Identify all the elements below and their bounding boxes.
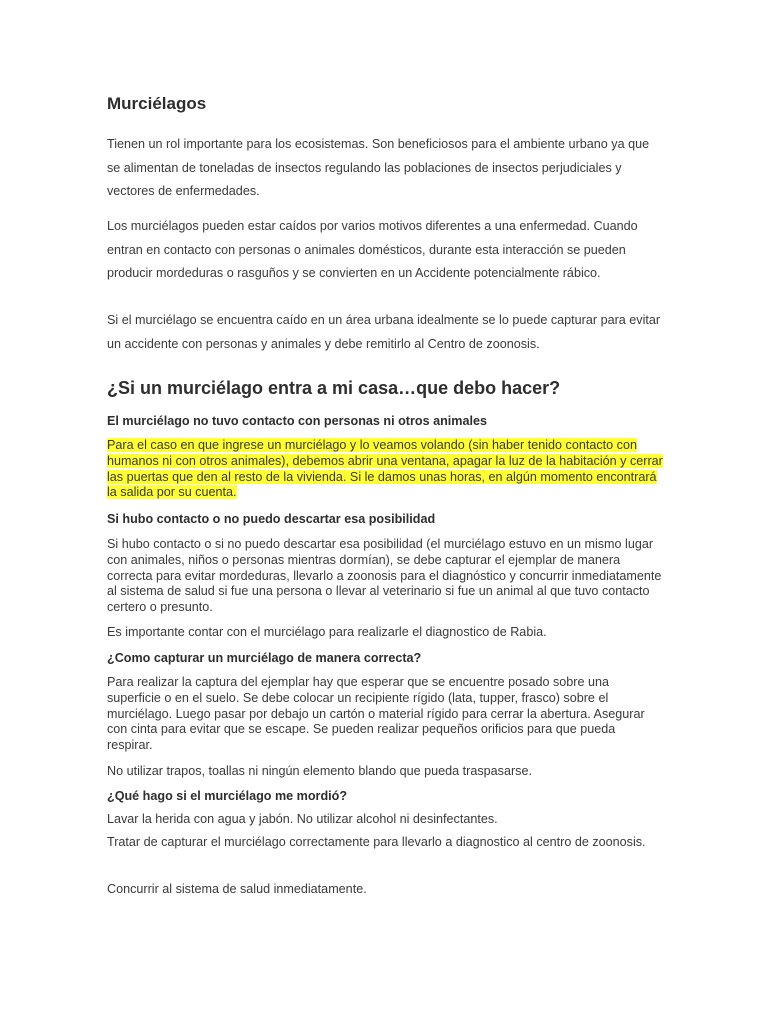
accident-paragraph: Los murciélagos pueden estar caídos por varios motivos diferentes a una enfermedad. Cuando entran en contacto con personas o animales domésticos, durante esta interacción se pueden producir mordeduras o rasguños y se convierten en un Accidente potencialmente rábico. bbox=[107, 219, 638, 280]
section-heading: ¿Si un murciélago entra a mi casa…que debo hacer? bbox=[107, 378, 561, 398]
contact-paragraph: Si hubo contacto o si no puedo descartar esa posibilidad (el murciélago estuvo en un mismo lugar con animales, niños o personas mientras dormían), se debe capturar el ejemplar de manera correcta para evitar mordeduras, llevarlo a zoonosis para el diagnóstico y concurrir inmediatamente al sistema de salud si fue una persona o llevar al veterinario si fue un animal al que tuvo contacto certero o presunto. bbox=[107, 537, 662, 615]
page-title: Murciélagos bbox=[107, 94, 207, 113]
rabies-diagnosis-note: Es importante contar con el murciélago para realizarle el diagnostico de Rabia. bbox=[107, 625, 547, 639]
bite-step-capture: Tratar de capturar el murciélago correctamente para llevarlo a diagnostico al centro de zoonosis. bbox=[107, 835, 646, 849]
highlighted-text: Para el caso en que ingrese un murciélago y lo veamos volando (sin haber tenido contacto con humanos ni con otros animales), debemos abrir una ventana, apagar la luz de la habitación y cerrar las puertas que den al resto de la vivienda. Si le damos unas horas, en algún momento encontrará la salida por su cuenta. bbox=[107, 438, 663, 500]
intro-paragraph: Tienen un rol importante para los ecosistemas. Son beneficiosos para el ambiente urbano ya que se alimentan de toneladas de insectos regulando las poblaciones de insectos perjudiciales y vectores de enfermedades. bbox=[107, 137, 650, 198]
capture-paragraph: Para realizar la captura del ejemplar hay que esperar que se encuentre posado sobre una superficie o en el suelo. Se debe colocar un recipiente rígido (lata, tupper, frasco) sobre el murciélago. Luego pasar por debajo un cartón o material rígido para cerrar la abertura. Asegurar con cinta para evitar que se escape. Se pueden realizar pequeños orificios para que pueda respirar. bbox=[107, 675, 645, 753]
capture-advice-paragraph: Si el murciélago se encuentra caído en un área urbana idealmente se lo puede capturar para evitar un accidente con personas y animales y debe remitirlo al Centro de zoonosis. bbox=[107, 313, 661, 351]
no-contact-paragraph bbox=[107, 438, 663, 501]
contact-heading: Si hubo contacto o no puedo descartar esa posibilidad bbox=[107, 512, 436, 526]
bite-heading: ¿Qué hago si el murciélago me mordió? bbox=[107, 789, 348, 803]
no-contact-heading: El murciélago no tuvo contacto con personas ni otros animales bbox=[107, 414, 487, 428]
bite-step-wash: Lavar la herida con agua y jabón. No utilizar alcohol ni desinfectantes. bbox=[107, 812, 498, 826]
soft-items-warning: No utilizar trapos, toallas ni ningún elemento blando que pueda traspasarse. bbox=[107, 764, 532, 778]
bite-step-health-system: Concurrir al sistema de salud inmediatamente. bbox=[107, 882, 367, 896]
capture-heading: ¿Como capturar un murciélago de manera correcta? bbox=[107, 651, 422, 665]
